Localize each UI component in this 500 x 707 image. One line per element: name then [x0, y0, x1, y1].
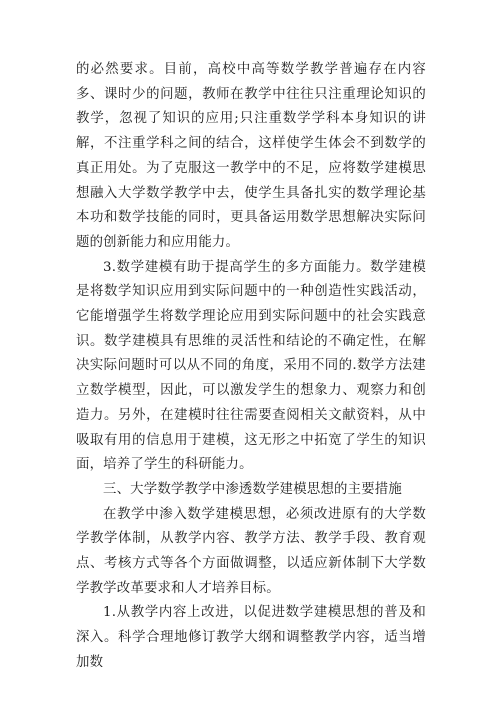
paragraph-3: 在教学中渗入数学建模思想，必须改进原有的大学数学教学体制，从教学内容、教学方法、教学手段、教育观点、考核方式等各个方面做调整，以适应新体制下大学数学教学改革要求和人才培养目标。: [76, 506, 426, 596]
document-body: [76, 58, 426, 676]
paragraph-1: 的必然要求。目前，高校中高等数学教学普遍存在内容多、课时少的问题，教师在教学中往往只注重理论知识的教学，忽视了知识的应用;只注重数学学科本身知识的讲解，不注重学科之间的结合，这样使学生体会不到数学的真正用处。为了克服这一教学中的不足，应将数学建模思想融入大学数学教学中去，使学生具备扎实的数学理论基本功和数学技能的同时，更具备运用数学思想解决实际问题的创新能力和应用能力。: [76, 62, 426, 250]
paragraph-4: 1.从教学内容上改进，以促进数学建模思想的普及和深入。科学合理地修订教学大纲和调整教学内容，适当增加数: [76, 605, 426, 670]
section-heading: 三、大学数学教学中渗透数学建模思想的主要措施: [103, 481, 402, 497]
paragraph-2: 3.数学建模有助于提高学生的多方面能力。数学建模是将数学知识应用到实际问题中的一种创造性实践活动，它能增强学生将数学理论应用到实际问题中的社会实践意识。数学建模具有思维的灵活性和结论的不确定性，在解决实际问题时可以从不同的角度，采用不同的.数学方法建立数学模型，因此，可以激发学生的想象力、观察力和创造力。另外，在建模时往往需要查阅相关文献资料，从中吸取有用的信息用于建模，这无形之中拓宽了学生的知识面，培养了学生的科研能力。: [76, 259, 426, 473]
